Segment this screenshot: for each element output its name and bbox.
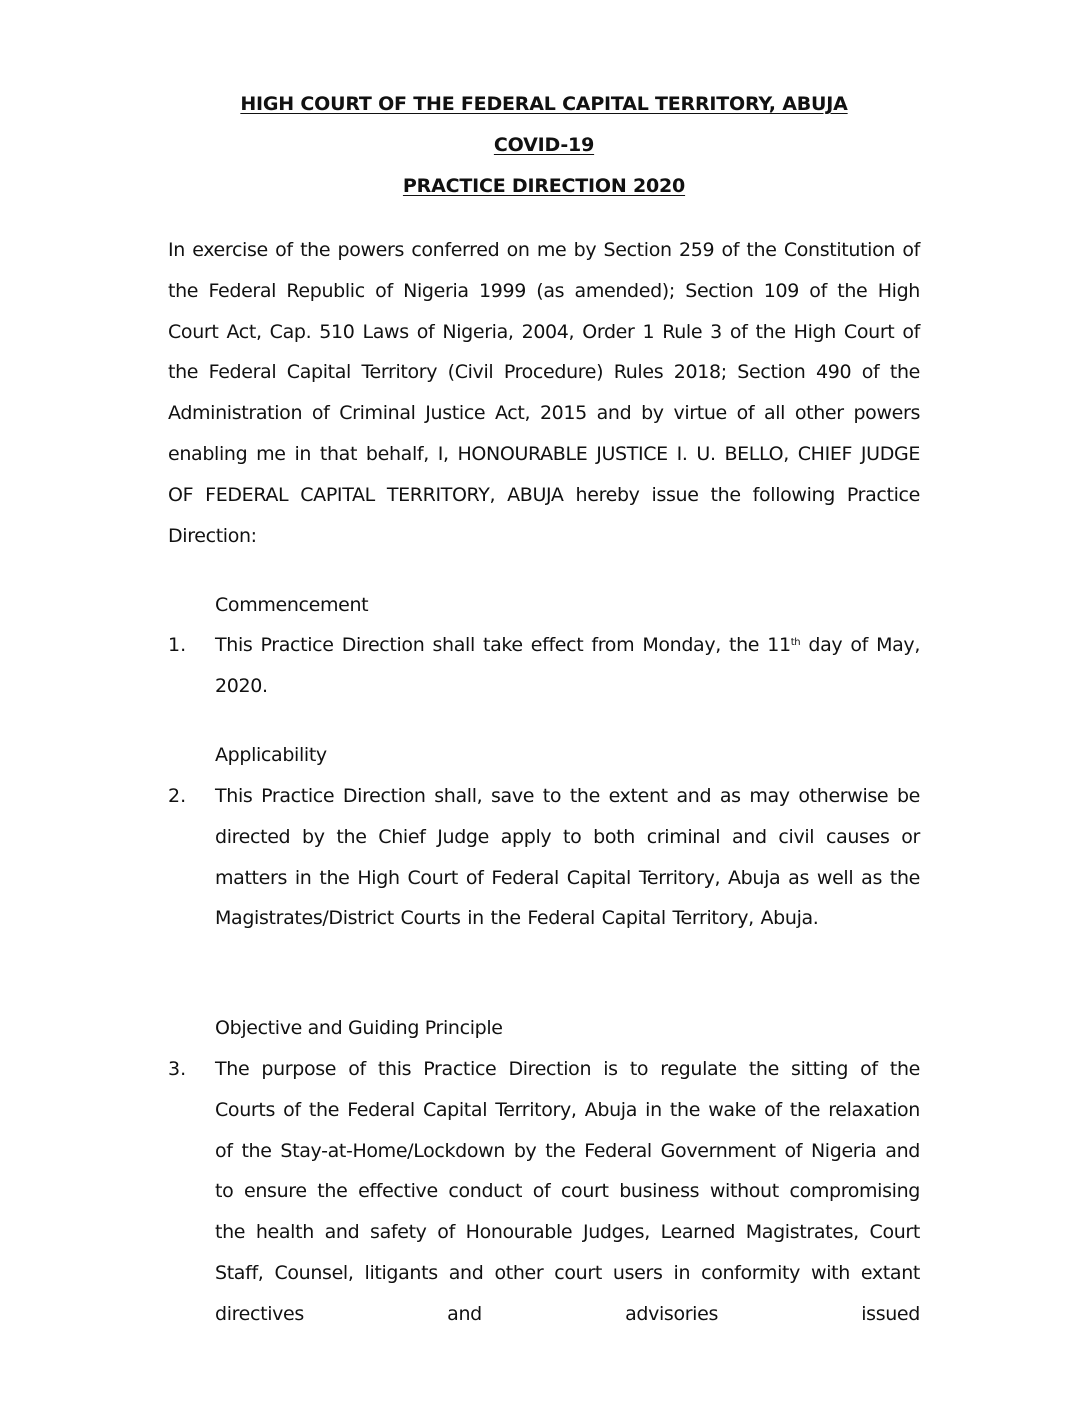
ordinal-superscript: th <box>790 637 801 648</box>
section-text-1-part2: day of May, 2020. <box>215 634 921 697</box>
section-number-3: 3. <box>168 1058 187 1080</box>
covid-heading: COVID-19 <box>493 134 595 156</box>
section-text-1 <box>215 625 920 707</box>
section-text-2: This Practice Direction shall, save to the extent and as may otherwise be directed by the Chief Judge apply to both criminal and civil causes or matters in the High Court of Federal Capital Territory, Abuja as well as the Magistrates/District Courts in the Federal Capital Territory, Abuja. <box>215 785 920 930</box>
section-text-1-part1: This Practice Direction shall take effect from Monday, the 11 <box>215 634 791 656</box>
section-heading-applicability: Applicability <box>215 744 327 766</box>
practice-direction-heading: PRACTICE DIRECTION 2020 <box>402 175 686 197</box>
section-heading-objective: Objective and Guiding Principle <box>215 1017 503 1039</box>
document-title-block <box>0 84 1088 207</box>
section-heading-commencement: Commencement <box>215 594 369 616</box>
section-text-3: The purpose of this Practice Direction is to regulate the sitting of the Courts of the Federal Capital Territory, Abuja in the wake of the relaxation of the Stay-at-Home/Lockdown by the Federal Government of Nigeria and to ensure the effective conduct of court business without compromising the health and safety of Honourable Judges, Learned Magistrates, Court Staff, Counsel, litigants and other court users in conformity with extant directives and advisories issued <box>215 1058 920 1325</box>
section-number-1: 1. <box>168 634 187 656</box>
intro-paragraph: In exercise of the powers conferred on me by Section 259 of the Constitution of the Federal Republic of Nigeria 1999 (as amended); Section 109 of the High Court Act, Cap. 510 Laws of Nigeria, 2004, Order 1 Rule 3 of the High Court of the Federal Capital Territory (Civil Procedure) Rules 2018; Section 490 of the Administration of Criminal Justice Act, 2015 and by virtue of all other powers enabling me in that behalf, I, HONOURABLE JUSTICE I. U. BELLO, CHIEF JUDGE OF FEDERAL CAPITAL TERRITORY, ABUJA hereby issue the following Practice Direction: <box>168 239 920 547</box>
section-number-2: 2. <box>168 785 187 807</box>
court-name-heading: HIGH COURT OF THE FEDERAL CAPITAL TERRITORY, ABUJA <box>240 93 848 115</box>
